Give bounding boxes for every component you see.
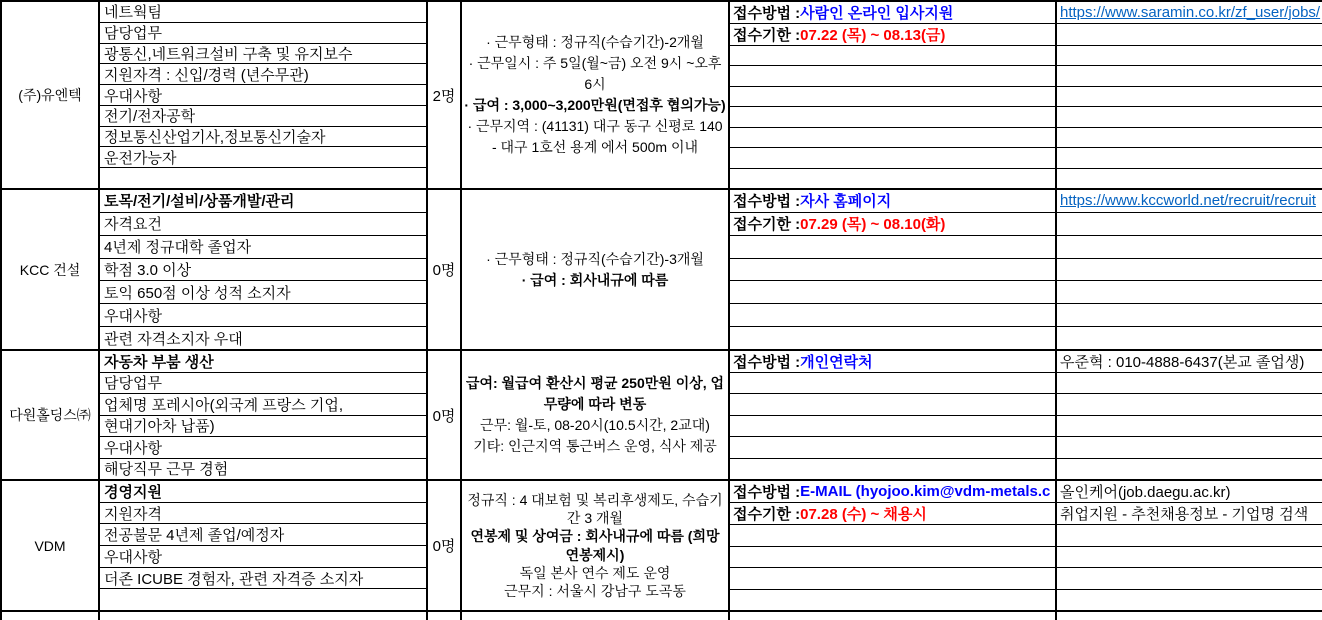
apply-deadline-value: 07.28 (수) ~ 채용시 [800, 506, 927, 523]
job-detail-cell[interactable]: 우대사항 [100, 304, 426, 327]
openings-count: 0명 [432, 407, 456, 425]
job-detail-cell[interactable]: 관련 자격소지자 우대 [104, 330, 243, 348]
work-condition-line: · 급여 : 회사내규에 따름 [521, 271, 669, 288]
empty-cell[interactable] [730, 128, 1057, 147]
job-details-column [100, 2, 428, 188]
job-detail-cell[interactable]: 네트웍팀 [100, 2, 426, 23]
apply-method-label: 접수방법 : [733, 5, 801, 22]
job-detail-cell[interactable]: 담당업무 [100, 373, 426, 395]
empty-cell[interactable] [1057, 416, 1322, 436]
apply-deadline-value: 07.29 (목) ~ 08.10(화) [800, 216, 946, 234]
company-block-kcc [0, 190, 1322, 351]
empty-cell[interactable] [1057, 525, 1322, 546]
application-url-link[interactable]: https://www.saramin.co.kr/zf_user/jobs/ [1060, 4, 1321, 21]
apply-method-value: 사람인 온라인 입사지원 [800, 5, 954, 22]
job-detail-cell[interactable]: 담당업무 [100, 23, 426, 44]
job-details-column [100, 351, 428, 479]
job-detail-cell[interactable] [100, 589, 426, 610]
empty-cell[interactable] [730, 394, 1057, 414]
apply-method-cell[interactable] [730, 481, 1057, 502]
company-name-cell[interactable] [2, 351, 100, 479]
apply-method-value: E-MAIL (hyojoo.kim@vdm-metals.c [800, 483, 1051, 500]
openings-count-cell[interactable] [428, 481, 462, 610]
job-detail-cell[interactable] [100, 612, 426, 620]
empty-cell[interactable] [730, 169, 1057, 188]
job-details-column [100, 190, 428, 349]
company-block-vdm [0, 481, 1322, 612]
work-condition-line: · 근무형태 : 정규직(수습기간)-2개월 [486, 34, 704, 50]
application-url-link[interactable]: https://www.kccworld.net/recruit/recruit [1060, 192, 1316, 210]
work-conditions-cell[interactable] [462, 612, 730, 620]
apply-deadline-cell[interactable] [730, 24, 1057, 45]
job-title-cell[interactable]: 자동차 부붐 생산 [100, 351, 426, 373]
openings-count-cell[interactable] [428, 351, 462, 479]
empty-cell[interactable] [730, 236, 1057, 258]
job-details-column [100, 481, 428, 610]
apply-method-label: 접수방법 : [733, 484, 801, 501]
empty-cell[interactable] [1057, 568, 1322, 589]
job-detail-cell[interactable]: 더존 ICUBE 경험자, 관련 자격증 소지자 [100, 568, 426, 590]
company-block-dawon [0, 351, 1322, 481]
empty-cell[interactable] [730, 416, 1057, 436]
work-conditions-cell[interactable] [462, 190, 730, 349]
company-name-cell[interactable] [2, 190, 100, 349]
job-detail-cell[interactable]: 우대사항 [100, 85, 426, 106]
job-detail-cell[interactable]: 4년제 정규대학 졸업자 [100, 236, 426, 259]
apply-deadline-value: 07.22 (목) ~ 08.13(금) [800, 27, 946, 44]
empty-cell[interactable] [730, 459, 1057, 479]
work-condition-line: · 근무지역 : (41131) 대구 동구 신평로 140 - 대구 1호선 용계 에서 500m 이내 [467, 118, 723, 155]
apply-deadline-label: 접수기한 : [733, 27, 801, 44]
work-condition-line: 급여: 월급여 환산시 평균 250만원 이상, 업무량에 따라 변동 [465, 375, 725, 412]
empty-cell[interactable] [730, 66, 1057, 85]
company-name: VDM [34, 537, 66, 554]
job-details-column [100, 612, 428, 620]
apply-method-cell[interactable] [730, 2, 1057, 23]
job-detail-cell[interactable]: 자격요건 [100, 213, 426, 236]
empty-cell[interactable] [730, 612, 1057, 620]
company-name-cell[interactable] [2, 481, 100, 610]
job-detail-cell[interactable]: 광통신,네트워크설비 구축 및 유지보수 [100, 44, 426, 65]
job-detail-cell[interactable]: 전기/전자공학 [100, 106, 426, 127]
apply-method-cell[interactable] [730, 190, 1057, 212]
empty-cell[interactable] [730, 547, 1057, 568]
work-condition-line: 근무: 월-토, 08-20시(10.5시간, 2교대) [480, 417, 710, 433]
apply-method-value: 개인연락처 [800, 354, 873, 371]
empty-cell[interactable] [1057, 46, 1322, 65]
company-name: (주)유엔텍 [18, 87, 82, 103]
empty-cell[interactable] [1057, 459, 1322, 479]
openings-count: 0명 [432, 538, 456, 555]
work-condition-line: 연봉제 및 상여금 : 회사내규에 따름 (희망연봉제시) [470, 528, 720, 563]
work-conditions-cell[interactable] [462, 351, 730, 479]
empty-cell[interactable] [730, 107, 1057, 126]
work-condition-line: 기타: 인근지역 통근버스 운영, 식사 제공 [473, 438, 717, 454]
job-detail-cell[interactable]: 우대사항 [100, 546, 426, 568]
empty-cell[interactable] [730, 437, 1057, 457]
apply-method-value: 자사 홈페이지 [800, 193, 892, 211]
apply-deadline-label: 접수기한 : [733, 216, 801, 234]
work-condition-line: · 급여 : 3,000~3,200만원(면접후 협의가능) [464, 97, 726, 113]
job-detail-cell[interactable]: 학점 3.0 이상 [100, 259, 426, 282]
contact-info: 우준혁 : 010-4888-6437(본교 졸업생) [1060, 354, 1305, 371]
job-detail-cell[interactable] [100, 168, 426, 188]
company-name: 다원홀딩스㈜ [9, 407, 91, 423]
empty-cell[interactable] [1057, 148, 1322, 167]
job-title-cell[interactable]: 토목/전기/설비/상품개발/관리 [100, 190, 426, 213]
empty-cell[interactable] [730, 327, 1057, 349]
application-url-cell [1057, 2, 1322, 23]
apply-info-column [730, 612, 1322, 620]
job-detail-cell[interactable]: 운전가능자 [100, 147, 426, 168]
job-detail-cell[interactable]: 지원자격 [100, 503, 426, 525]
job-detail-cell[interactable]: 현대기아차 납품) [100, 416, 426, 438]
apply-method-label: 접수방법 : [733, 354, 801, 371]
empty-cell[interactable] [1057, 87, 1322, 106]
apply-info-column [730, 351, 1322, 479]
empty-cell[interactable] [1057, 236, 1322, 258]
company-block-partial [0, 612, 1322, 620]
empty-cell[interactable] [1057, 590, 1322, 611]
job-detail-cell[interactable]: 정보통신산업기사,정보통신기술자 [100, 127, 426, 148]
empty-cell[interactable] [730, 259, 1057, 281]
empty-cell[interactable] [1057, 394, 1322, 414]
empty-cell[interactable] [730, 148, 1057, 167]
apply-method-label: 접수방법 : [733, 193, 801, 211]
job-detail-cell[interactable]: 전공불문 4년제 졸업/예정자 [100, 524, 426, 546]
openings-count-cell[interactable] [428, 2, 462, 188]
empty-cell[interactable] [730, 304, 1057, 326]
empty-cell[interactable] [1057, 24, 1322, 45]
apply-deadline-label: 접수기한 : [733, 506, 801, 523]
company-name-cell[interactable] [2, 2, 100, 188]
openings-count-cell[interactable] [428, 190, 462, 349]
empty-cell[interactable] [1057, 66, 1322, 85]
empty-cell[interactable] [730, 373, 1057, 393]
contact-info: 취업지원 - 추천채용정보 - 기업명 검색 [1060, 506, 1309, 523]
empty-cell[interactable] [1057, 437, 1322, 457]
apply-deadline-cell[interactable] [730, 503, 1057, 524]
work-condition-line: 독일 본사 연수 제도 운영 [519, 564, 671, 581]
contact-info-cell[interactable] [1057, 481, 1322, 502]
openings-count: 2명 [432, 87, 456, 105]
empty-cell[interactable] [1057, 107, 1322, 126]
apply-info-column [730, 481, 1322, 610]
job-detail-cell[interactable]: 우대사항 [100, 437, 426, 459]
empty-cell[interactable] [1057, 259, 1322, 281]
work-conditions-cell[interactable] [462, 481, 730, 610]
empty-cell[interactable] [1057, 213, 1322, 235]
empty-cell[interactable] [730, 568, 1057, 589]
empty-cell[interactable] [1057, 373, 1322, 393]
job-detail-cell[interactable]: 토익 650점 이상 성적 소지자 [100, 281, 426, 304]
empty-cell[interactable] [1057, 327, 1322, 349]
empty-cell[interactable] [730, 281, 1057, 303]
work-condition-line: 정규직 : 4 대보험 및 복리후생제도, 수습기간 3 개월 [467, 491, 723, 527]
empty-cell[interactable] [730, 590, 1057, 611]
job-detail-cell[interactable]: 업체명 포레시아(외국계 프랑스 기업, [100, 394, 426, 416]
apply-deadline-cell[interactable] [730, 213, 1057, 235]
empty-cell[interactable] [730, 46, 1057, 65]
empty-cell[interactable] [1057, 128, 1322, 147]
empty-cell[interactable] [1057, 612, 1322, 620]
work-conditions-cell[interactable] [462, 2, 730, 188]
empty-cell[interactable] [1057, 169, 1322, 188]
contact-info-cell[interactable] [1057, 351, 1322, 372]
work-condition-line: · 근무형태 : 정규직(수습기간)-3개월 [486, 250, 704, 267]
job-title-cell[interactable]: 경영지원 [100, 481, 426, 503]
apply-info-column [730, 2, 1322, 188]
openings-count: 0명 [432, 262, 456, 279]
empty-cell[interactable] [1057, 304, 1322, 326]
contact-info-cell[interactable] [1057, 503, 1322, 524]
work-condition-line: 근무지 : 서울시 강남구 도곡동 [504, 582, 686, 599]
work-condition-line: · 근무일시 : 주 5일(월~금) 오전 9시 ~오후 6시 [468, 55, 722, 92]
apply-info-column [730, 190, 1322, 349]
openings-count-cell[interactable] [428, 612, 462, 620]
application-url-cell [1057, 190, 1322, 212]
company-block-yuentek [0, 0, 1322, 190]
empty-cell[interactable] [730, 87, 1057, 106]
empty-cell[interactable] [730, 525, 1057, 546]
empty-cell[interactable] [1057, 547, 1322, 568]
job-detail-cell[interactable]: 해당직무 근무 경험 [104, 461, 229, 479]
job-detail-cell[interactable]: 지원자격 : 신입/경력 (년수무관) [100, 64, 426, 85]
apply-method-cell[interactable] [730, 351, 1057, 372]
company-name: KCC 건설 [19, 261, 81, 278]
company-name-cell[interactable] [2, 612, 100, 620]
empty-cell[interactable] [1057, 281, 1322, 303]
contact-info: 올인케어(job.daegu.ac.kr) [1060, 484, 1231, 501]
